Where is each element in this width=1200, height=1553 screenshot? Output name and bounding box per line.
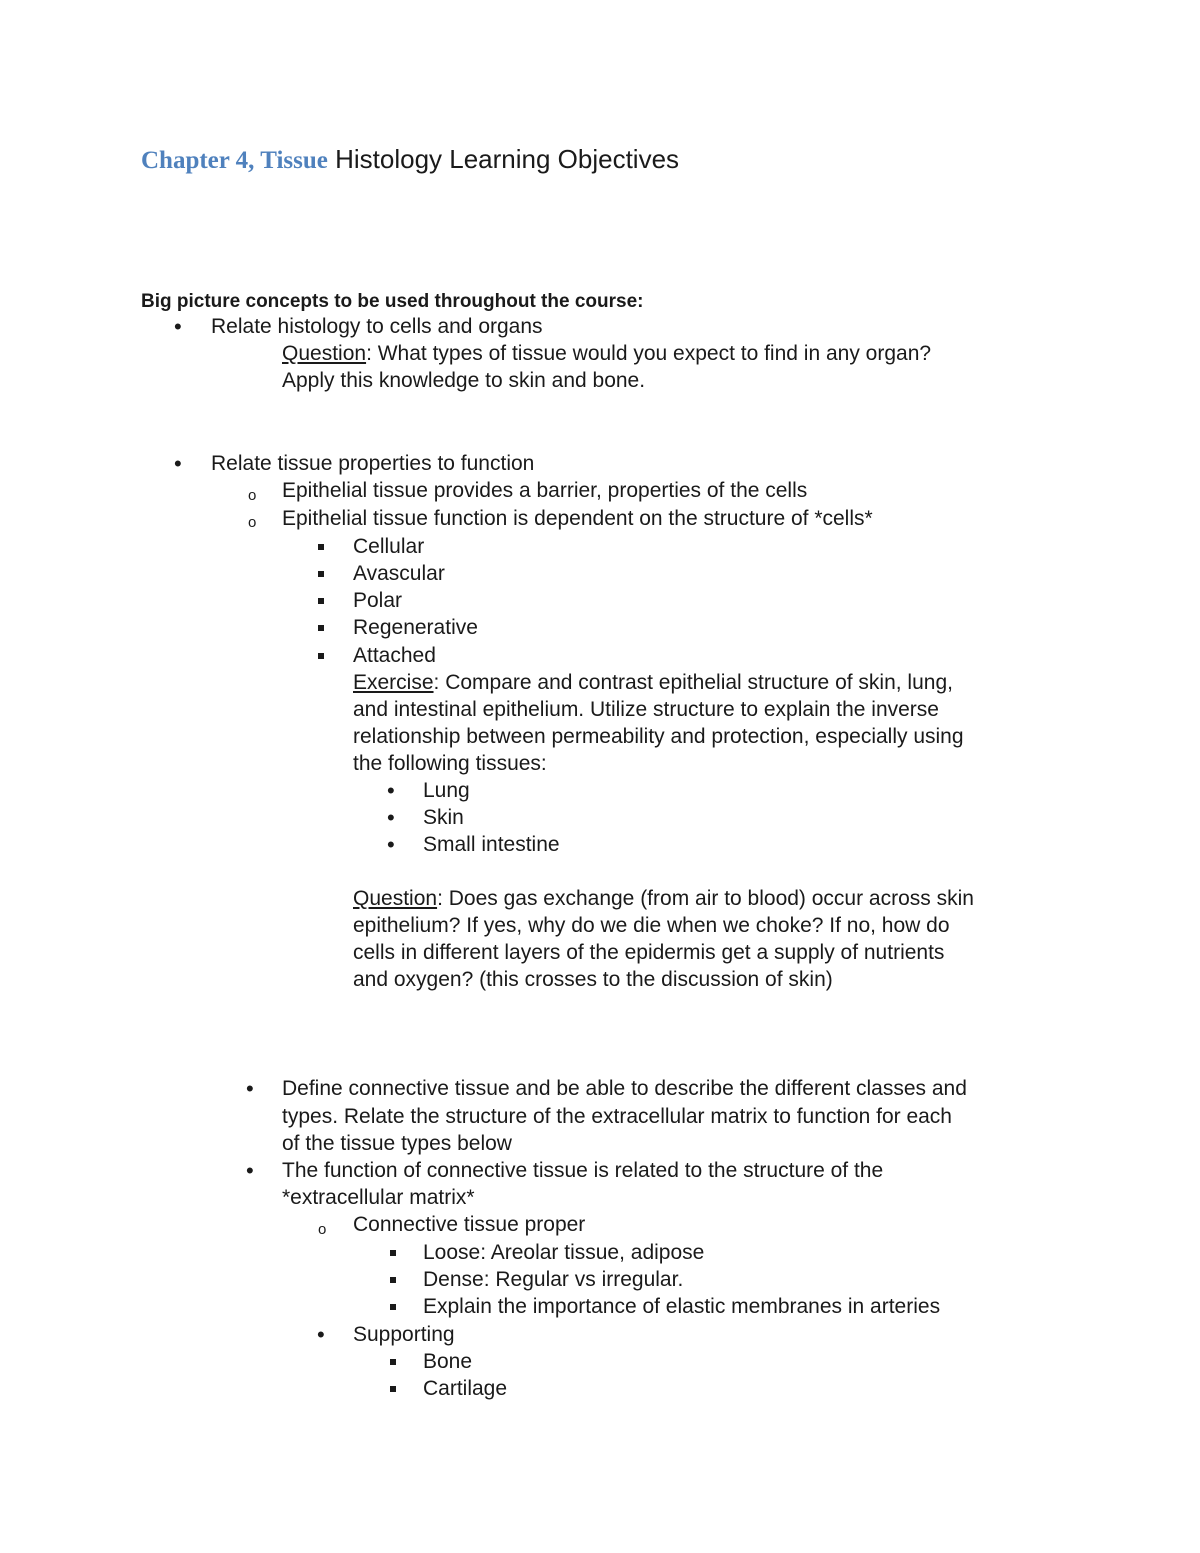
document-title [141,142,679,178]
bullet-dot-icon [246,1075,254,1103]
bullet-square-icon [318,598,324,604]
exercise-text: : Compare and contrast epithelial structure of skin, lung, [433,671,953,694]
section-heading: Big picture concepts to be used throughout the course: [141,291,644,312]
question-text: : What types of tissue would you expect to find in any organ? [366,342,932,365]
list-item-line3: of the tissue types below [282,1132,512,1155]
list-item: Cellular [353,535,425,558]
list-item: Regenerative [353,616,478,639]
bullet-hollow-icon: o [248,514,257,531]
bullet-square-icon [318,544,324,550]
exercise [353,669,953,696]
bullet-square-icon [390,1250,396,1256]
question-label: Question [353,887,438,910]
bullet-square-icon [318,653,324,659]
exercise-line3: relationship between permeability and protection, especially using [353,725,964,748]
list-item: Dense: Regular vs irregular. [423,1268,684,1291]
list-item: Epithelial tissue function is dependent on the structure of *cells* [282,507,873,530]
bullet-hollow-icon: o [248,487,257,504]
list-item: Relate histology to cells and organs [211,315,543,338]
list-item: Relate tissue properties to function [211,452,535,475]
list-item-line2: *extracellular matrix* [282,1186,475,1209]
list-item: Attached [353,644,436,667]
list-item: Loose: Areolar tissue, adipose [423,1241,705,1264]
question-text: : Does gas exchange (from air to blood) occur across skin [437,887,974,910]
bullet-square-icon [318,571,324,577]
title-chapter: Chapter 4, Tissue [141,147,328,174]
bullet-square-icon [318,625,324,631]
list-item-line2: types. Relate the structure of the extracellular matrix to function for each [282,1105,952,1128]
question-1 [282,340,931,367]
bullet-dot-icon [387,831,395,859]
bullet-dot-icon [174,450,182,478]
list-item: Explain the importance of elastic membranes in arteries [423,1295,941,1318]
list-item: Connective tissue proper [353,1213,586,1236]
list-item: Avascular [353,562,445,585]
exercise-line4: the following tissues: [353,752,547,775]
bullet-dot-icon [174,313,182,341]
question-2-line2: epithelium? If yes, why do we die when we choke? If no, how do [353,914,950,937]
exercise-label: Exercise [353,671,434,694]
list-item: The function of connective tissue is related to the structure of the [282,1159,884,1182]
bullet-dot-icon [387,804,395,832]
list-item: Bone [423,1350,473,1373]
bullet-square-icon [390,1386,396,1392]
bullet-hollow-icon: o [318,1221,327,1238]
list-item: Supporting [353,1323,455,1346]
question-2-line3: cells in different layers of the epidermis get a supply of nutrients [353,941,945,964]
list-item: Small intestine [423,833,560,856]
bullet-dot-icon [246,1157,254,1185]
list-item: Lung [423,779,470,802]
list-item: Cartilage [423,1377,508,1400]
title-subject: Histology Learning Objectives [335,144,680,174]
bullet-dot-icon [317,1321,325,1349]
question-label: Question [282,342,367,365]
list-item: Epithelial tissue provides a barrier, properties of the cells [282,479,808,502]
question-2 [353,885,974,912]
list-item: Polar [353,589,403,612]
question-1-line2: Apply this knowledge to skin and bone. [282,369,646,392]
bullet-square-icon [390,1304,396,1310]
bullet-square-icon [390,1277,396,1283]
bullet-dot-icon [387,777,395,805]
list-item: Define connective tissue and be able to describe the different classes and [282,1077,967,1100]
exercise-line2: and intestinal epithelium. Utilize structure to explain the inverse [353,698,939,721]
list-item: Skin [423,806,464,829]
question-2-line4: and oxygen? (this crosses to the discussion of skin) [353,968,833,991]
bullet-square-icon [390,1359,396,1365]
